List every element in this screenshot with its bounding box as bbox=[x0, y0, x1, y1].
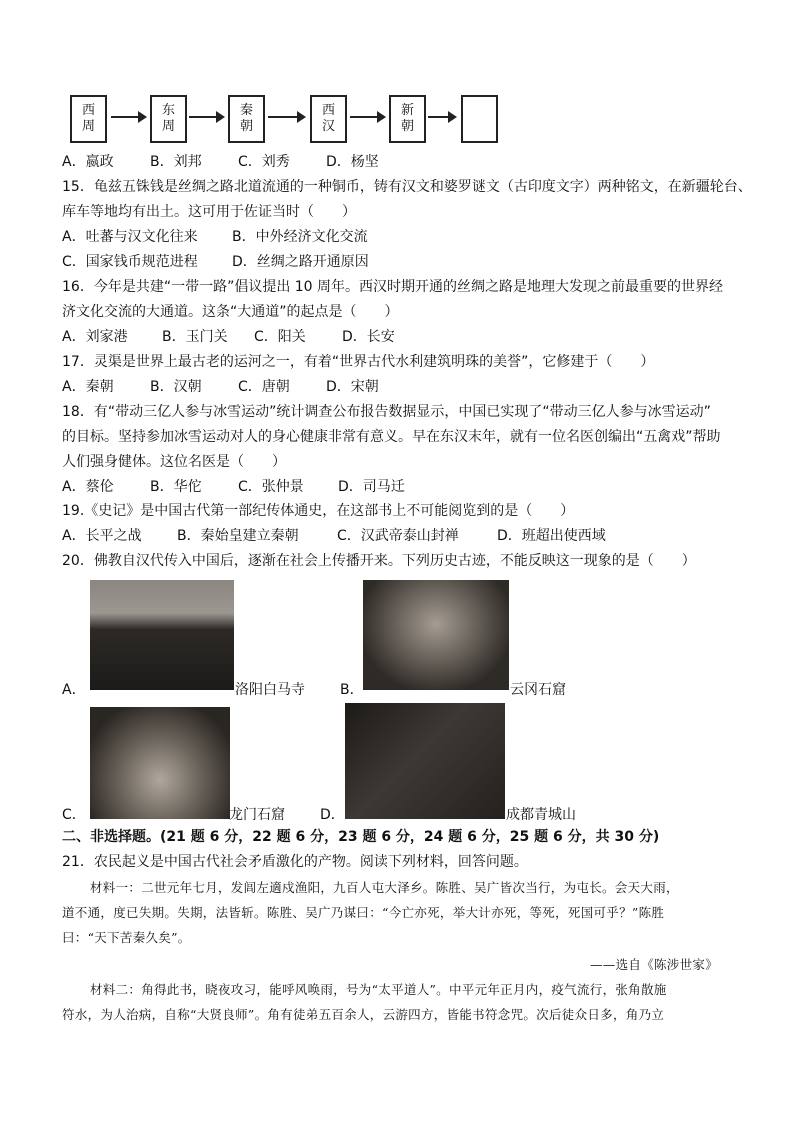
q19-options bbox=[62, 526, 606, 546]
q17-stem: 17．灵渠是世界上最古老的运河之一，有着“世界古代水利建筑明珠的美誉”，它修建于（ ） bbox=[62, 354, 655, 370]
option-a[interactable]: A．吐蕃与汉文化往来 bbox=[62, 229, 198, 245]
timeline-box-blank[interactable] bbox=[461, 95, 498, 143]
option-b[interactable]: B．华佗 bbox=[150, 479, 202, 495]
arrow-icon bbox=[428, 116, 455, 118]
timeline-box-xizhou bbox=[70, 95, 107, 143]
q16-stem: 济文化交流的大通道。这条“大通道”的起点是（ ） bbox=[62, 304, 399, 320]
option-c-letter[interactable]: C． bbox=[62, 807, 86, 823]
section-title: 二、非选择题。(21 题 6 分，22 题 6 分，23 题 6 分，24 题 6 分，25 题 6 分，共 30 分) bbox=[62, 829, 660, 845]
box-char: 新 bbox=[400, 103, 414, 118]
q17-options bbox=[62, 377, 379, 397]
q15-stem: 15．龟兹五铢钱是丝绸之路北道流通的一种铜币，铸有汉文和婆罗谜文（古印度文字）两种铭文，在新疆轮台、 bbox=[62, 179, 752, 195]
q16-stem: 16．今年是共建“一带一路”倡议提出 10 周年。西汉时期开通的丝绸之路是地理大发现之前最重要的世界经 bbox=[62, 279, 724, 295]
material-1-text: 材料一：二世元年七月，发闾左適戍渔阳，九百人屯大泽乡。陈胜、吴广皆次当行，为屯长。会天大雨， bbox=[90, 880, 679, 895]
box-char: 朝 bbox=[400, 119, 414, 134]
option-a[interactable]: A．嬴政 bbox=[62, 154, 114, 170]
option-d[interactable]: D．班超出使西域 bbox=[497, 528, 606, 544]
q18-stem: 的目标。坚持参加冰雪运动对人的身心健康非常有意义。早在东汉末年，就有一位名医创编出“五禽戏”帮助 bbox=[62, 429, 721, 445]
option-d[interactable]: D．司马迁 bbox=[338, 479, 405, 495]
option-b[interactable]: B．刘邦 bbox=[150, 154, 202, 170]
option-c[interactable]: C．唐朝 bbox=[238, 379, 290, 395]
arrow-icon bbox=[111, 116, 145, 118]
timeline-box-xin bbox=[389, 95, 426, 143]
q21-stem: 21．农民起义是中国古代社会矛盾激化的产物。阅读下列材料，回答问题。 bbox=[62, 854, 528, 870]
option-a-letter[interactable]: A． bbox=[62, 682, 86, 698]
option-d-letter[interactable]: D． bbox=[320, 807, 345, 823]
q19-stem: 19.《史记》是中国古代第一部纪传体通史，在这部书上不可能阅览到的是（ ） bbox=[62, 503, 575, 519]
arrow-icon bbox=[189, 116, 223, 118]
option-d[interactable]: D．杨坚 bbox=[326, 154, 379, 170]
timeline-box-qin bbox=[228, 95, 265, 143]
option-c[interactable]: C．张仲景 bbox=[238, 479, 304, 495]
q14-options bbox=[62, 152, 379, 172]
material-1-text: 道不通，度已失期。失期，法皆斩。陈胜、吴广乃谋曰：“今亡亦死，举大计亦死，等死，死国可乎？”陈胜 bbox=[62, 905, 665, 920]
q20-stem: 20．佛教自汉代传入中国后，逐渐在社会上传播开来。下列历史古迹，不能反映这一现象的是（ ） bbox=[62, 553, 696, 569]
q18-options bbox=[62, 477, 405, 497]
option-a-caption: 洛阳白马寺 bbox=[235, 682, 305, 698]
option-b[interactable]: B．中外经济文化交流 bbox=[232, 229, 368, 245]
box-char: 西 bbox=[321, 103, 335, 118]
option-b[interactable]: B．秦始皇建立秦朝 bbox=[177, 528, 299, 544]
option-b-letter[interactable]: B． bbox=[340, 682, 364, 698]
option-c[interactable]: C．阳关 bbox=[254, 329, 306, 345]
timeline-box-dongzhou bbox=[150, 95, 187, 143]
option-a[interactable]: A．蔡伦 bbox=[62, 479, 114, 495]
q15-options bbox=[62, 227, 368, 247]
timeline-box-xihan bbox=[310, 95, 347, 143]
material-2-text: 材料二：角得此书，晓夜攻习，能呼风唤雨，号为“太平道人”。中平元年正月内，疫气流行，张角散施 bbox=[90, 982, 667, 997]
q15-stem: 库车等地均有出土。这可用于佐证当时（ ） bbox=[62, 204, 356, 220]
box-char: 汉 bbox=[321, 119, 335, 134]
q16-options bbox=[62, 327, 395, 347]
box-char: 东 bbox=[161, 103, 175, 118]
option-a[interactable]: A．长平之战 bbox=[62, 528, 142, 544]
box-char: 秦 bbox=[239, 103, 253, 118]
option-d[interactable]: D．宋朝 bbox=[326, 379, 379, 395]
material-1-text: 曰：“天下苦秦久矣”。 bbox=[62, 930, 191, 945]
option-c[interactable]: C．国家钱币规范进程 bbox=[62, 254, 198, 270]
qingchengshan-photo bbox=[345, 703, 505, 819]
option-c[interactable]: C．汉武帝泰山封禅 bbox=[337, 528, 459, 544]
option-c-caption: 龙门石窟 bbox=[229, 807, 285, 823]
q18-stem: 18．有“带动三亿人参与冰雪运动”统计调查公布报告数据显示，中国已实现了“带动三亿人参与冰雪运动” bbox=[62, 404, 711, 420]
option-d[interactable]: D．长安 bbox=[342, 329, 395, 345]
option-d[interactable]: D．丝绸之路开通原因 bbox=[232, 254, 369, 270]
box-char: 周 bbox=[81, 119, 95, 134]
material-2-text: 符水，为人治病，自称“大贤良师”。角有徒弟五百余人，云游四方，皆能书符念咒。次后徒众日多，角乃立 bbox=[62, 1007, 665, 1022]
q18-stem: 人们强身健体。这位名医是（ ） bbox=[62, 454, 286, 470]
q15-options bbox=[62, 252, 369, 272]
option-d-caption: 成都青城山 bbox=[506, 807, 576, 823]
box-char: 朝 bbox=[239, 119, 253, 134]
arrow-icon bbox=[350, 116, 384, 118]
option-a[interactable]: A．秦朝 bbox=[62, 379, 114, 395]
box-char: 西 bbox=[81, 103, 95, 118]
longmen-photo bbox=[90, 707, 230, 819]
material-1-source: ——选自《陈涉世家》 bbox=[590, 957, 719, 972]
option-c[interactable]: C．刘秀 bbox=[238, 154, 290, 170]
option-b[interactable]: B．汉朝 bbox=[150, 379, 202, 395]
yungang-photo bbox=[363, 580, 509, 690]
option-b[interactable]: B．玉门关 bbox=[162, 329, 228, 345]
baimasi-photo bbox=[90, 580, 234, 690]
option-a[interactable]: A．刘家港 bbox=[62, 329, 128, 345]
option-b-caption: 云冈石窟 bbox=[510, 682, 566, 698]
box-char: 周 bbox=[161, 119, 175, 134]
arrow-icon bbox=[268, 116, 304, 118]
